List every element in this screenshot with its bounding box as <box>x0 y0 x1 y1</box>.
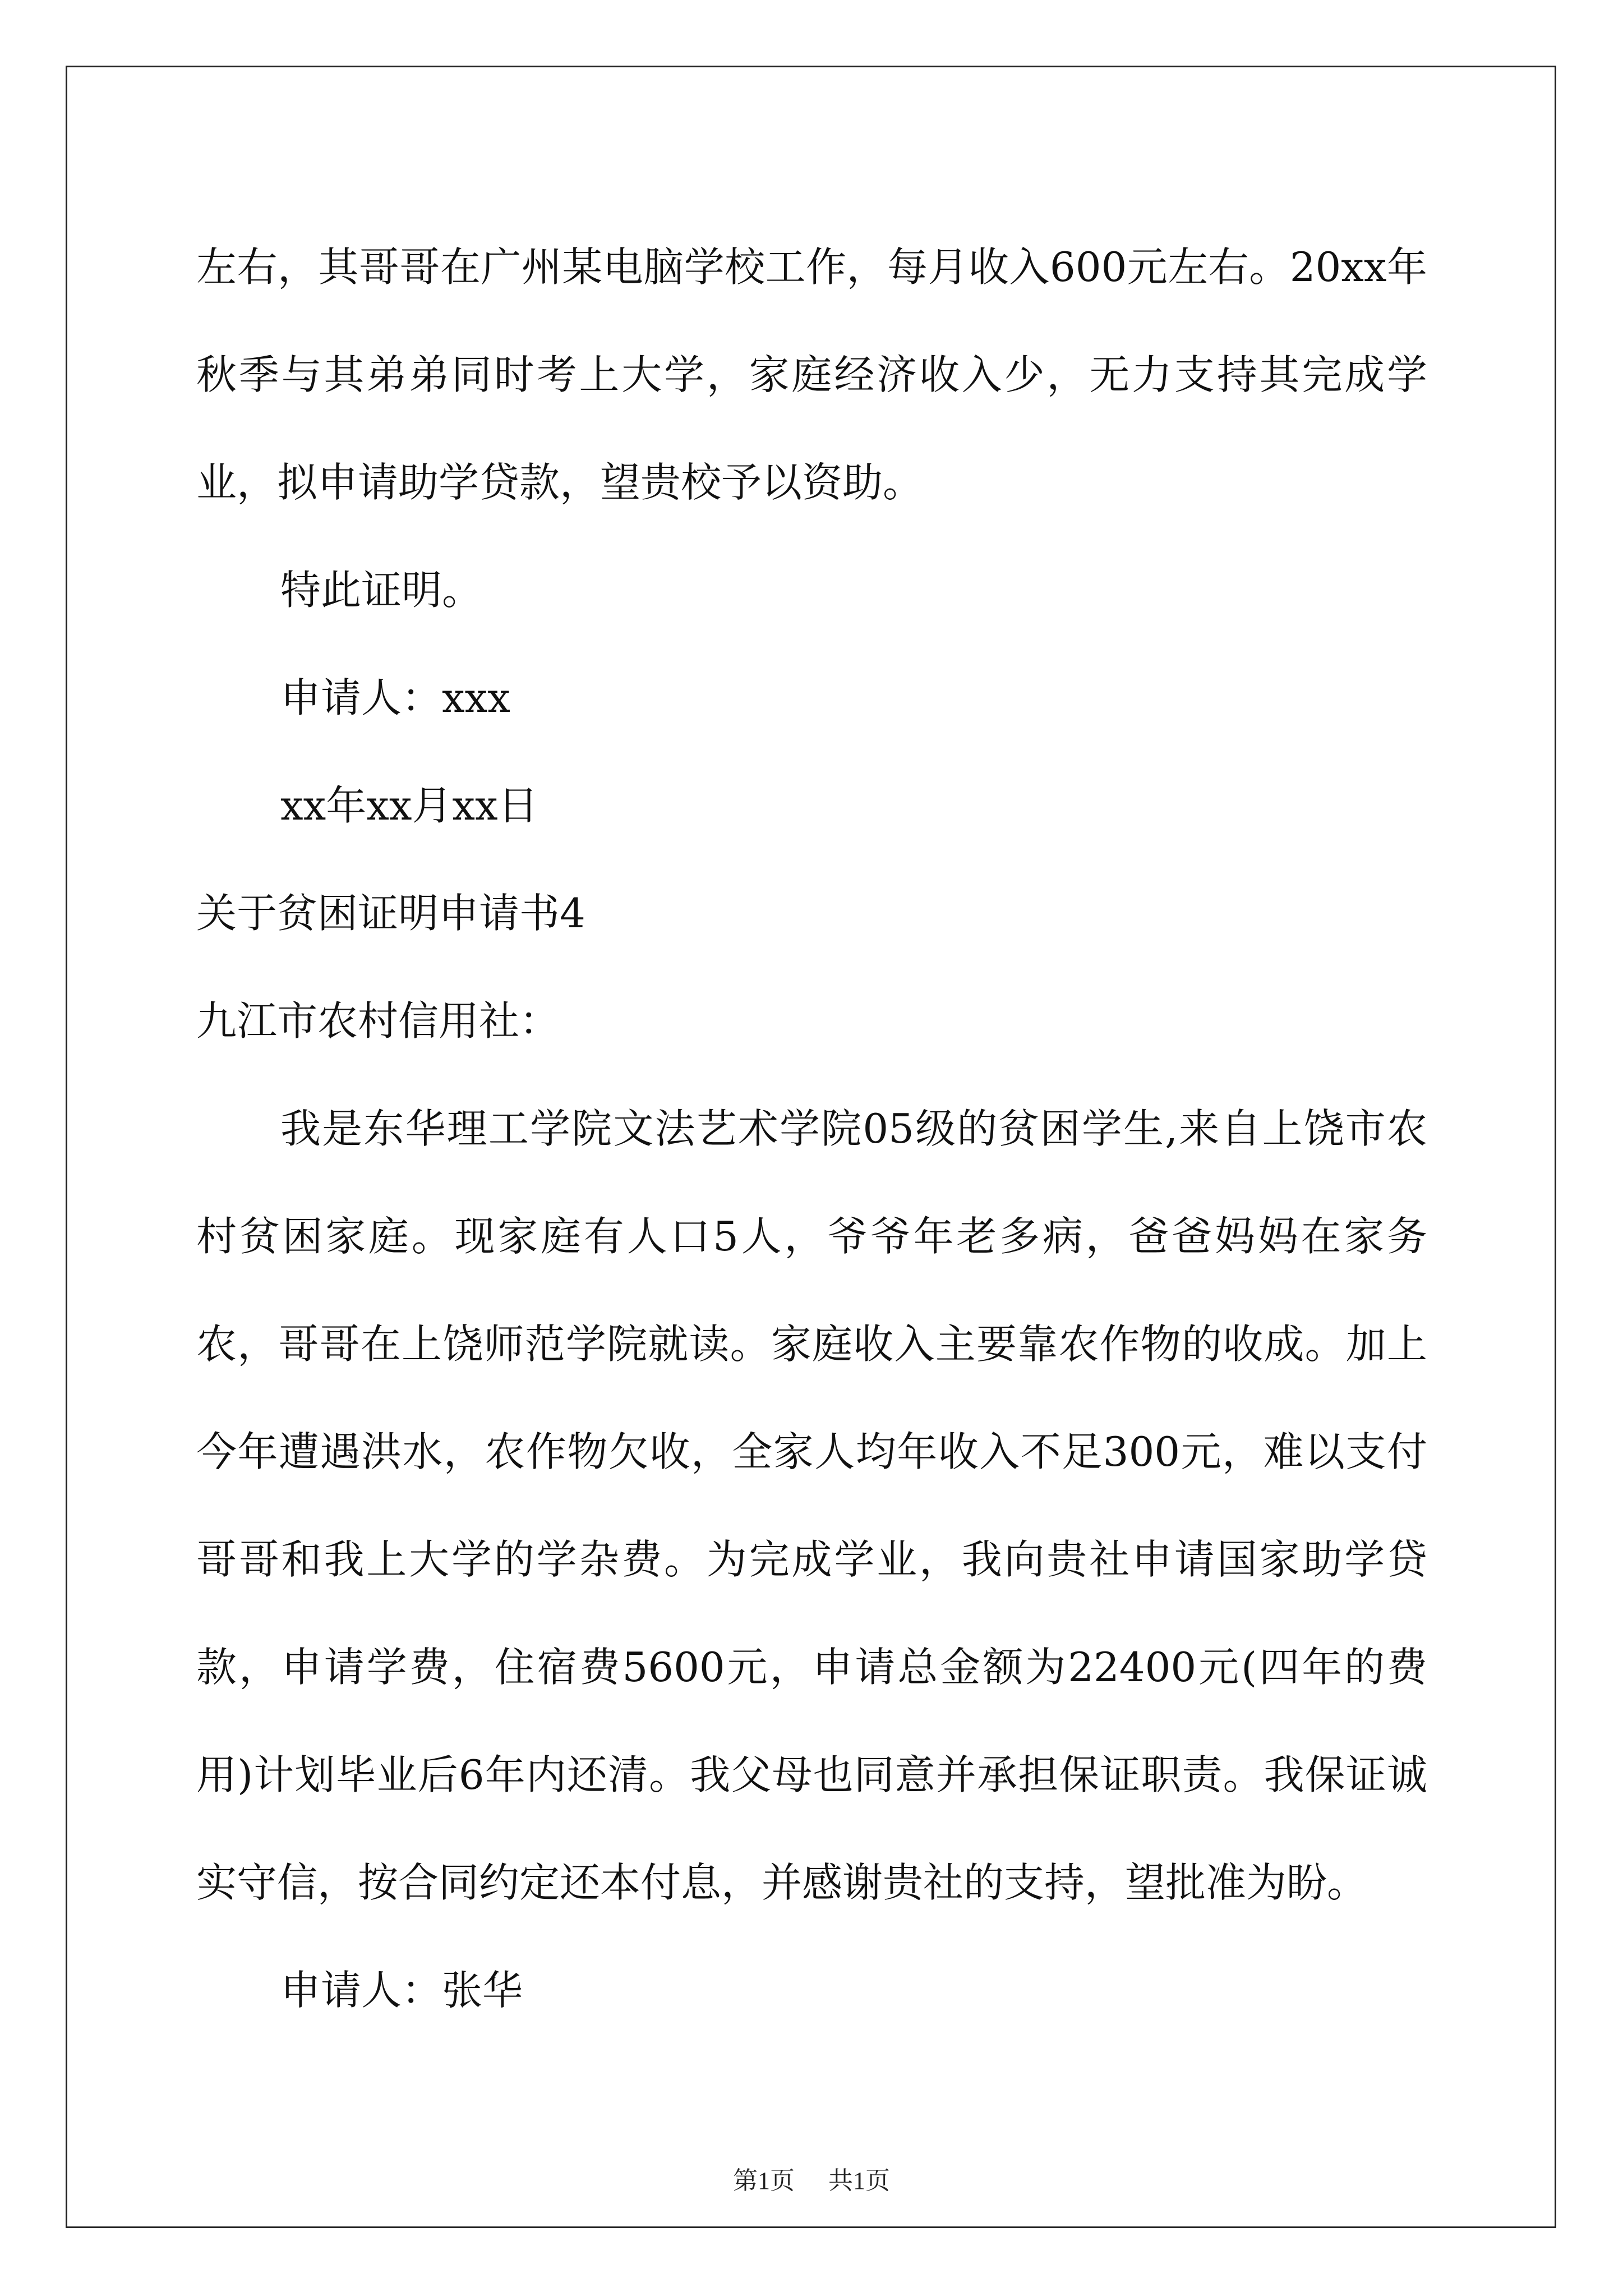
page-number: 第1页 <box>733 2167 795 2194</box>
applicant-line: 申请人：xxx <box>280 674 510 721</box>
page-total: 共1页 <box>828 2167 890 2194</box>
date-line: xx年xx月xx日 <box>280 782 538 829</box>
paragraph-application-body: 我是东华理工学院文法艺术学院05级的贫困学生,来自上饶市农村贫困家庭。现家庭有人口5人，爷爷年老多病，爸爸妈妈在家务农，哥哥在上饶师范学院就读。家庭收入主要靠农作物的收成。加上今年遭遇洪水，农作物欠收，全家人均年收入不足300元，难以支付哥哥和我上大学的学杂费。为完成学业，我向贵社申请国家助学贷款，申请学费，住宿费5600元，申请总金额为22400元(四年的费用)计划毕业后6年内还清。我父母也同意并承担保证职责。我保证诚实守信，按合同约定还本付息，并感谢贵社的支持，望批准为盼。 <box>196 1105 1427 1906</box>
paragraph-certification: 特此证明。 <box>280 567 483 614</box>
salutation: 九江市农村信用社： <box>196 997 560 1045</box>
paragraph-continuation: 左右，其哥哥在广州某电脑学校工作，每月收入600元左右。20xx年秋季与其弟弟同时考上大学，家庭经济收入少，无力支持其完成学业，拟申请助学贷款，望贵校予以资助。 <box>196 243 1427 506</box>
applicant-signature-line: 申请人：张华 <box>280 1967 523 2014</box>
page-footer <box>0 2164 1623 2198</box>
document-body <box>196 213 1427 2044</box>
section-title: 关于贫困证明申请书4 <box>196 890 585 937</box>
